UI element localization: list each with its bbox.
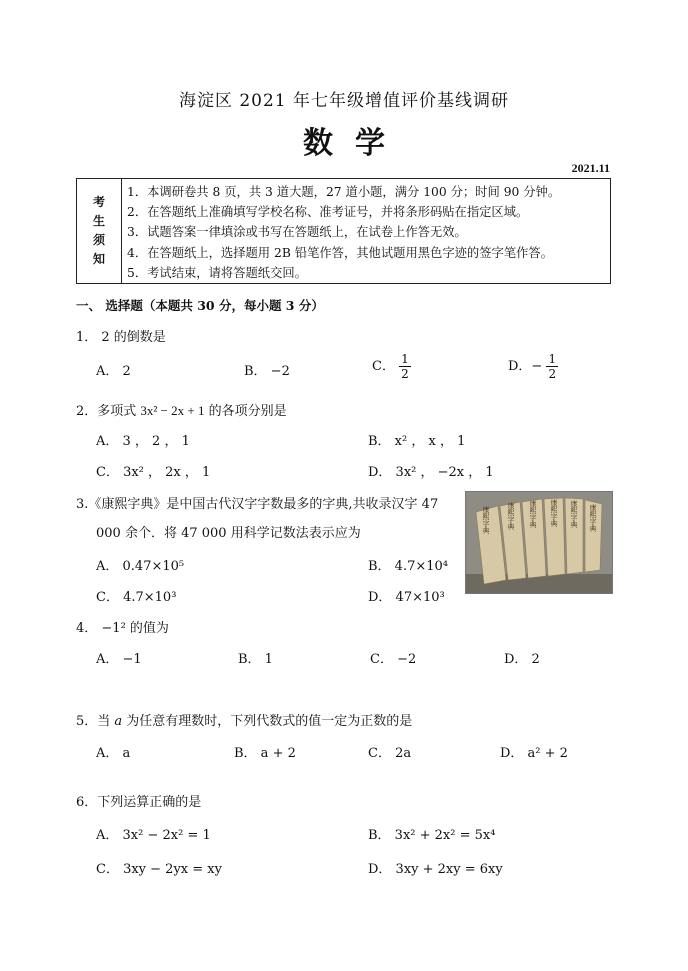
q4-option-d: D． 2 [504,652,540,667]
question-3-stem-line2: 000 余个．将 47 000 用科学记数法表示应为 [96,526,361,541]
q1-option-c [372,352,411,381]
question-4-stem: 4． −1² 的值为 [76,621,169,636]
q4-option-a: A． −1 [96,652,142,667]
q6-option-a: A． 3x² − 2x² = 1 [96,828,211,843]
q5-option-c: C． 2a [368,746,412,761]
question-1-stem: 1． 2 的倒数是 [76,330,166,345]
q1-option-d [508,352,558,381]
notice-label-char: 知 [92,252,105,266]
q1-option-b: B． −2 [244,364,290,379]
notice-item: 1．本调研卷共 8 页，共 3 道大题，27 道小题，满分 100 分；时间 90 分钟。 [127,185,561,199]
q2-option-a: A． 3 ， 2 ， 1 [96,434,190,449]
q3-option-d: D． 47×10³ [368,590,445,605]
notice-label-char: 须 [92,233,105,247]
q3-option-a: A． 0.47×10⁵ [96,559,185,574]
candidate-notice-box [76,178,611,284]
question-3-stem-line1: 3.《康熙字典》是中国古代汉字字数最多的字典,共收录汉字 47 [76,497,439,512]
notice-item: 5．考试结束，请将答题纸交回。 [127,265,307,280]
dictionary-spine-text: 康熙字典 [507,502,515,530]
exam-date: 2021.11 [571,161,610,175]
q5-option-b: B． a + 2 [234,746,296,761]
fraction [546,352,558,381]
q2-option-d: D． 3x² ， −2x ， 1 [368,465,494,480]
q5-stem-variable: a [114,714,123,729]
dictionary-spine-text: 康熙字典 [589,504,597,532]
question-5-stem [76,710,412,729]
section-heading: 一、 选择题（本题共 30 分，每小题 3 分） [76,298,324,313]
notice-label-char: 考 [92,195,105,209]
q2-stem-post: 的各项分别是 [204,404,287,419]
subject-title: 数学 [303,126,407,161]
q6-option-c: C． 3xy − 2yx = xy [96,862,222,877]
q1-option-c-label: C． [372,359,395,374]
notice-items [127,182,606,283]
q6-option-b: B． 3x² + 2x² = 5x⁴ [368,828,496,843]
q5-option-d: D． a² + 2 [500,746,568,761]
notice-label [77,179,122,283]
dictionary-spine-text: 康熙字典 [482,506,490,534]
question-6-stem: 6．下列运算正确的是 [76,795,202,810]
kangxi-dictionary-photo [465,491,613,594]
notice-item: 2．在答题纸上准确填写学校名称、准考证号，并将条形码贴在指定区域。 [127,205,529,220]
exam-title: 海淀区 2021 年七年级增值评价基线调研 [178,91,510,111]
q4-option-c: C． −2 [370,652,417,667]
notice-item: 4．在答题纸上，选择题用 2B 铅笔作答，其他试题用黑色字迹的签字笔作答。 [127,245,554,260]
q2-option-b: B． x² ， x ， 1 [368,434,466,449]
q2-stem-pre: 2．多项式 [76,404,141,419]
q5-stem-post: 为任意有理数时，下列代数式的值一定为正数的是 [122,714,413,729]
notice-label-char: 生 [92,214,105,228]
q5-stem-pre: 5．当 [76,714,115,729]
q4-option-b: B． 1 [238,652,273,667]
question-2-stem [76,400,287,419]
fraction-numerator: 1 [548,352,557,366]
q5-option-a: A． a [96,746,131,761]
q6-option-d: D． 3xy + 2xy = 6xy [368,862,503,877]
dictionary-spine-text: 康熙字典 [529,500,537,528]
dictionary-spine-text: 康熙字典 [550,499,558,527]
q2-option-c: C． 3x² ， 2x ， 1 [96,465,211,480]
q3-option-b: B． 4.7×10⁴ [368,559,449,574]
fraction-denominator: 2 [401,367,409,381]
q1-option-d-label: D．− [508,359,543,374]
q3-option-c: C． 4.7×10³ [96,590,177,605]
q2-stem-expression: 3x² − 2x + 1 [140,403,205,418]
fraction-numerator: 1 [401,352,409,366]
dictionary-spine-text: 康熙字典 [570,500,578,528]
fraction [399,352,411,381]
fraction-denominator: 2 [548,367,557,381]
notice-item: 3．试题答案一律填涂或书写在答题纸上，在试卷上作答无效。 [127,225,467,240]
q1-option-a: A． 2 [96,364,131,379]
